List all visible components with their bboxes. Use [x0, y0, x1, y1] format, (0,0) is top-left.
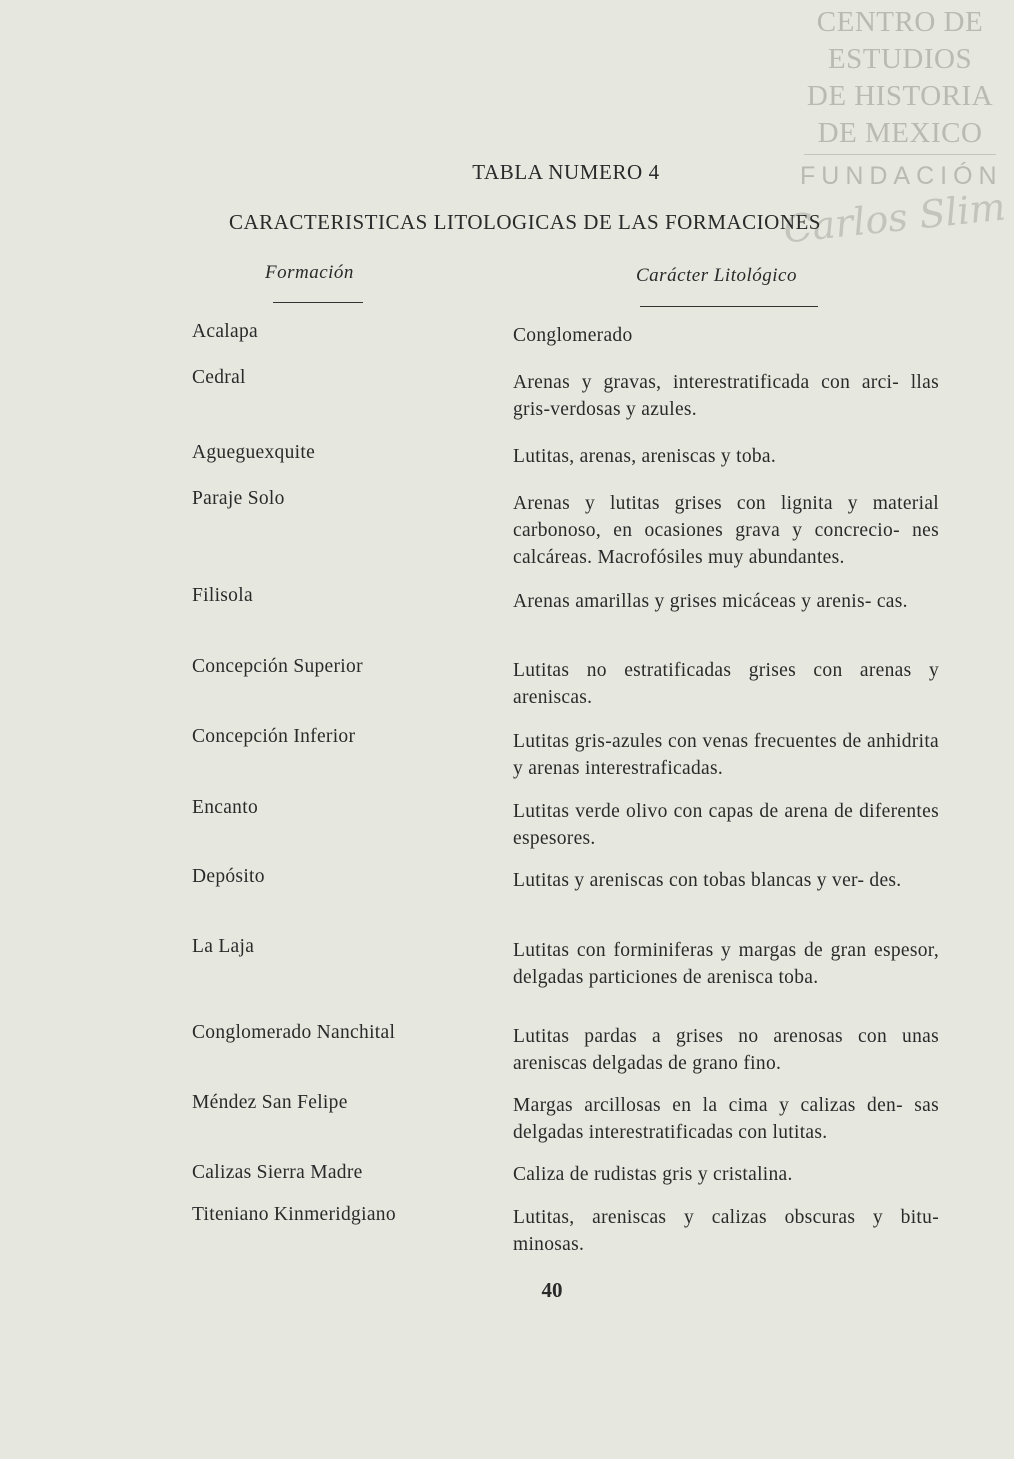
row-caracter: Arenas y gravas, interestratificada con arci- llas gris-verdosas y azules.	[513, 372, 939, 420]
row-formacion: Calizas Sierra Madre	[192, 1162, 363, 1183]
table-number	[0, 160, 1014, 185]
row-formacion: Cedral	[192, 367, 246, 388]
row-caracter: Lutitas gris-azules con venas frecuentes de anhidrita y arenas interestraficadas.	[513, 731, 939, 779]
row-formacion: Paraje Solo	[192, 488, 285, 509]
row-caracter: Conglomerado	[513, 325, 633, 346]
row-formacion: Acalapa	[192, 321, 258, 342]
row-caracter: Lutitas, areniscas y calizas obscuras y bitu- minosas.	[513, 1207, 939, 1255]
watermark-line-3: DE HISTORIA	[806, 80, 994, 112]
header-caracter-rule	[640, 306, 818, 307]
page-number: 40	[541, 1278, 563, 1302]
row-formacion: Filisola	[192, 585, 253, 606]
row-formacion: Depósito	[192, 866, 265, 887]
row-formacion: Concepción Superior	[192, 656, 363, 677]
row-formacion: Méndez San Felipe	[192, 1092, 348, 1113]
watermark-foundation: FUNDACIÓN	[800, 162, 1003, 190]
row-formacion: La Laja	[192, 936, 255, 957]
row-formacion: Encanto	[192, 797, 258, 818]
watermark-signature: Carlos Slim	[781, 184, 1008, 252]
row-caracter: Lutitas y areniscas con tobas blancas y ver- des.	[513, 870, 902, 891]
row-formacion: Agueguexquite	[192, 442, 316, 463]
row-caracter: Lutitas pardas a grises no arenosas con unas areniscas delgadas de grano fino.	[513, 1026, 939, 1074]
row-caracter: Lutitas no estratificadas grises con arenas y areniscas.	[513, 660, 939, 708]
row-caracter: Arenas y lutitas grises con lignita y material carbonoso, en ocasiones grava y concrecio- nes calcáreas. Macrofósiles muy abundantes.	[513, 493, 939, 568]
header-formacion: Formación	[265, 262, 354, 283]
row-formacion: Titeniano Kinmeridgiano	[192, 1204, 396, 1225]
row-caracter: Lutitas con forminiferas y margas de gran espesor, delgadas particiones de arenisca toba.	[513, 940, 939, 988]
table-number-text: TABLA NUMERO 4	[472, 160, 660, 184]
header-formacion-rule	[273, 302, 363, 303]
row-formacion: Conglomerado Nanchital	[192, 1022, 396, 1043]
watermark-line-4: DE MEXICO	[817, 117, 983, 149]
watermark-divider	[804, 154, 996, 155]
row-caracter: Caliza de rudistas gris y cristalina.	[513, 1164, 793, 1185]
watermark-line-1: CENTRO DE	[816, 6, 984, 38]
watermark-line-2: ESTUDIOS	[827, 43, 973, 75]
table-title: CARACTERISTICAS LITOLOGICAS DE LAS FORMACIONES	[229, 210, 821, 234]
row-caracter: Lutitas, arenas, areniscas y toba.	[513, 446, 777, 467]
row-caracter: Arenas amarillas y grises micáceas y arenis- cas.	[513, 591, 908, 612]
row-caracter: Lutitas verde olivo con capas de arena de diferentes espesores.	[513, 801, 939, 849]
row-formacion: Concepción Inferior	[192, 726, 356, 747]
row-caracter: Margas arcillosas en la cima y calizas den- sas delgadas interestratificadas con lutitas.	[513, 1095, 939, 1143]
header-caracter: Carácter Litológico	[636, 265, 797, 286]
